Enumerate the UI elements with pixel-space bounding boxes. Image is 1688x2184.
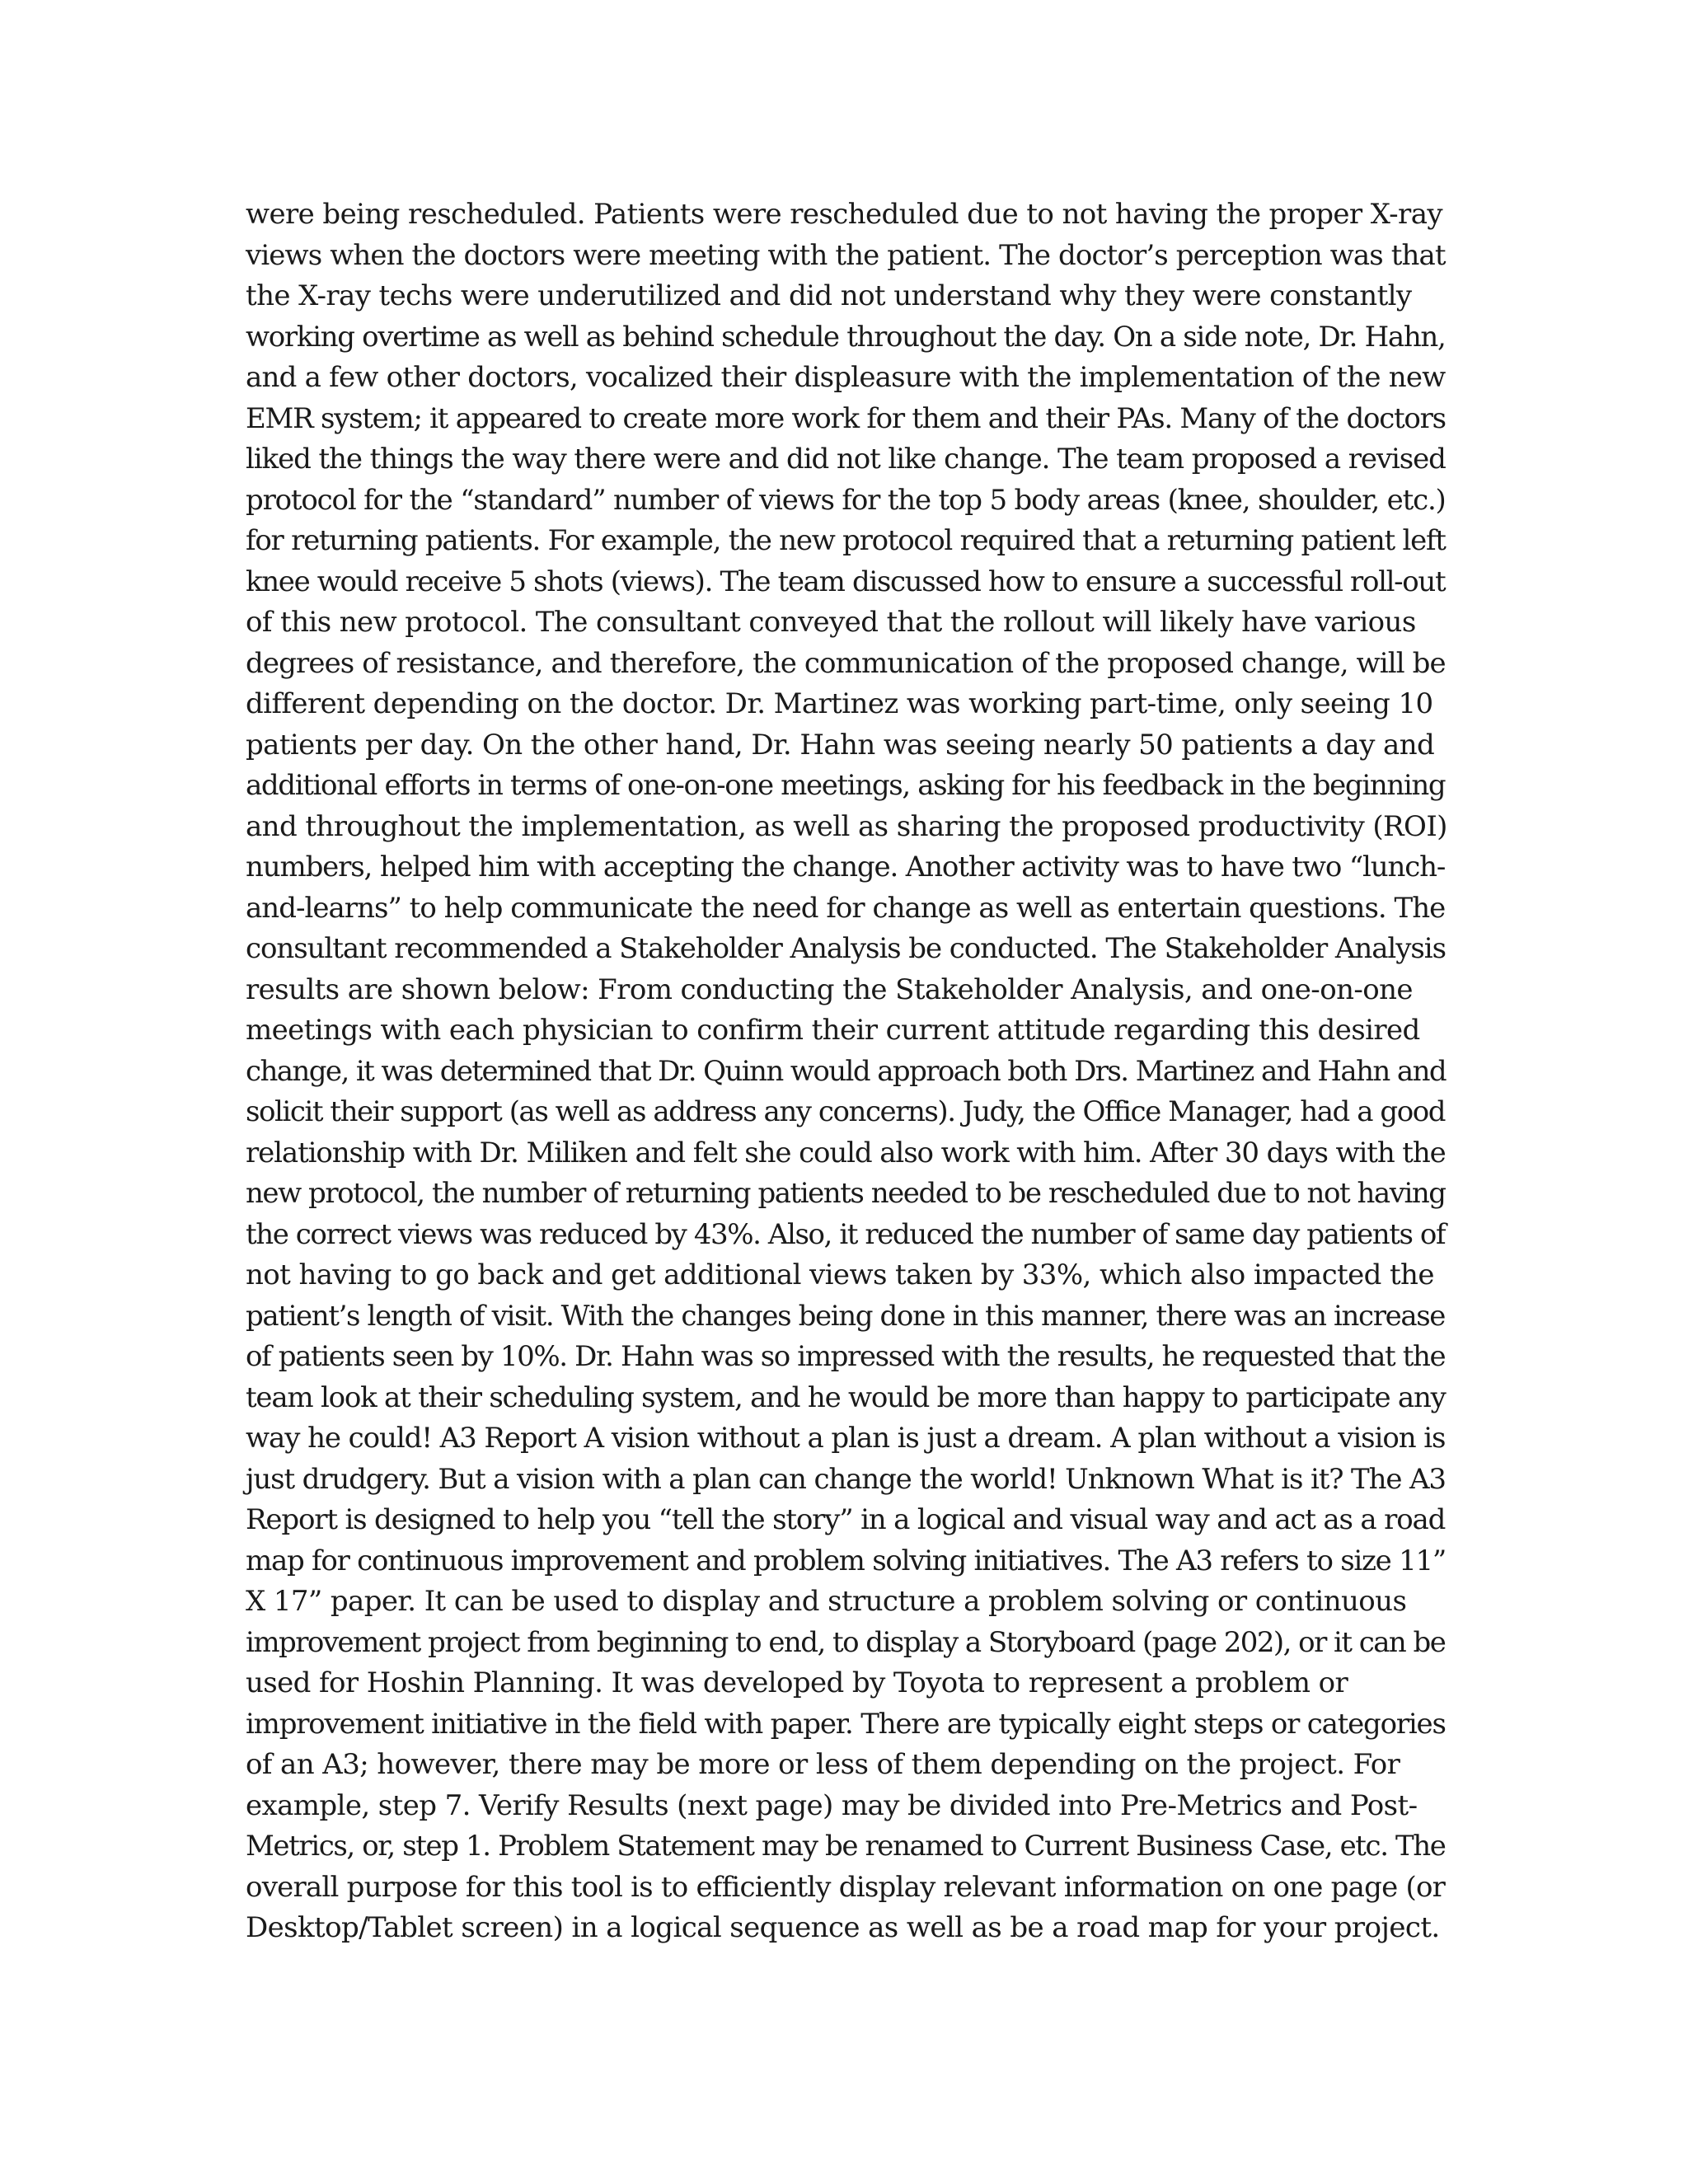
text-line: the X-ray techs were underutilized and did not understand why they were constantly — [246, 279, 1412, 312]
text-line: additional efforts in terms of one-on-one meetings, asking for his feedback in the beginning — [246, 769, 1446, 802]
text-line: map for continuous improvement and problem solving initiatives. The A3 refers to size 11” — [246, 1544, 1446, 1577]
text-line: different depending on the doctor. Dr. Martinez was working part-time, only seeing 10 — [246, 687, 1433, 720]
text-line: solicit their support (as well as address any concerns). Judy, the Office Manager, had a good — [246, 1095, 1446, 1128]
text-line: example, step 7. Verify Results (next page) may be divided into Pre-Metrics and Post- — [246, 1788, 1418, 1822]
text-line: meetings with each physician to confirm their current attitude regarding this desired — [246, 1014, 1420, 1047]
text-line: degrees of resistance, and therefore, the communication of the proposed change, will be — [246, 646, 1446, 680]
text-line: views when the doctors were meeting with the patient. The doctor’s perception was that — [246, 238, 1446, 272]
text-line: improvement project from beginning to end, to display a Storyboard (page 202), or it can be — [246, 1625, 1446, 1659]
text-line: liked the things the way there were and did not like change. The team proposed a revised — [246, 443, 1446, 476]
text-line: the correct views was reduced by 43%. Also, it reduced the number of same day patients of — [246, 1217, 1446, 1251]
text-line: were being rescheduled. Patients were rescheduled due to not having the proper X-ray — [246, 198, 1442, 231]
text-line: results are shown below: From conducting the Stakeholder Analysis, and one-on-one — [246, 972, 1413, 1006]
text-line: relationship with Dr. Miliken and felt she could also work with him. After 30 days with the — [246, 1136, 1446, 1169]
text-line: and throughout the implementation, as well as sharing the proposed productivity (ROI) — [246, 809, 1447, 843]
text-line: new protocol, the number of returning patients needed to be rescheduled due to not having — [246, 1177, 1446, 1210]
text-line: patient’s length of visit. With the changes being done in this manner, there was an increase — [246, 1299, 1446, 1333]
text-line: not having to go back and get additional views taken by 33%, which also impacted the — [246, 1258, 1434, 1291]
text-line: consultant recommended a Stakeholder Analysis be conducted. The Stakeholder Analysis — [246, 932, 1446, 965]
text-line: and a few other doctors, vocalized their displeasure with the implementation of the new — [246, 361, 1446, 394]
text-line: patients per day. On the other hand, Dr. Hahn was seeing nearly 50 patients a day and — [246, 728, 1435, 762]
text-line: team look at their scheduling system, and he would be more than happy to participate any — [246, 1380, 1446, 1414]
text-line: way he could! A3 Report A vision without a plan is just a dream. A plan without a vision is — [246, 1422, 1446, 1455]
text-line: Desktop/Tablet screen) in a logical sequence as well as be a road map for your project. — [246, 1911, 1440, 1944]
body-paragraph — [246, 194, 1449, 1949]
text-line: X 17” paper. It can be used to display and structure a problem solving or continuous — [246, 1585, 1407, 1618]
text-line: just drudgery. But a vision with a plan can change the world! Unknown What is it? The A3 — [246, 1462, 1446, 1496]
text-line: for returning patients. For example, the new protocol required that a returning patient left — [246, 524, 1446, 557]
text-line: Metrics, or, step 1. Problem Statement may be renamed to Current Business Case, etc. The — [246, 1830, 1446, 1863]
text-line: overall purpose for this tool is to efficiently display relevant information on one page (or — [246, 1870, 1446, 1904]
text-line: numbers, helped him with accepting the change. Another activity was to have two “lunch- — [246, 851, 1446, 883]
text-line: Report is designed to help you “tell the story” in a logical and visual way and act as a road — [246, 1503, 1446, 1536]
text-line: knee would receive 5 shots (views). The team discussed how to ensure a successful roll-out — [246, 565, 1446, 598]
text-line: of this new protocol. The consultant conveyed that the rollout will likely have various — [246, 606, 1416, 639]
text-line: working overtime as well as behind schedule throughout the day. On a side note, Dr. Hahn, — [246, 320, 1446, 354]
text-line: of an A3; however, there may be more or less of them depending on the project. For — [246, 1748, 1400, 1781]
text-line: and-learns” to help communicate the need for change as well as entertain questions. The — [246, 891, 1446, 925]
text-line: change, it was determined that Dr. Quinn would approach both Drs. Martinez and Hahn and — [246, 1054, 1447, 1088]
text-line: improvement initiative in the field with paper. There are typically eight steps or categories — [246, 1707, 1446, 1741]
text-line: used for Hoshin Planning. It was developed by Toyota to represent a problem or — [246, 1666, 1348, 1699]
text-line: of patients seen by 10%. Dr. Hahn was so impressed with the results, he requested that the — [246, 1340, 1446, 1373]
text-line: protocol for the “standard” number of views for the top 5 body areas (knee, shoulder, etc.) — [246, 483, 1446, 517]
text-line: EMR system; it appeared to create more work for them and their PAs. Many of the doctors — [246, 401, 1446, 435]
